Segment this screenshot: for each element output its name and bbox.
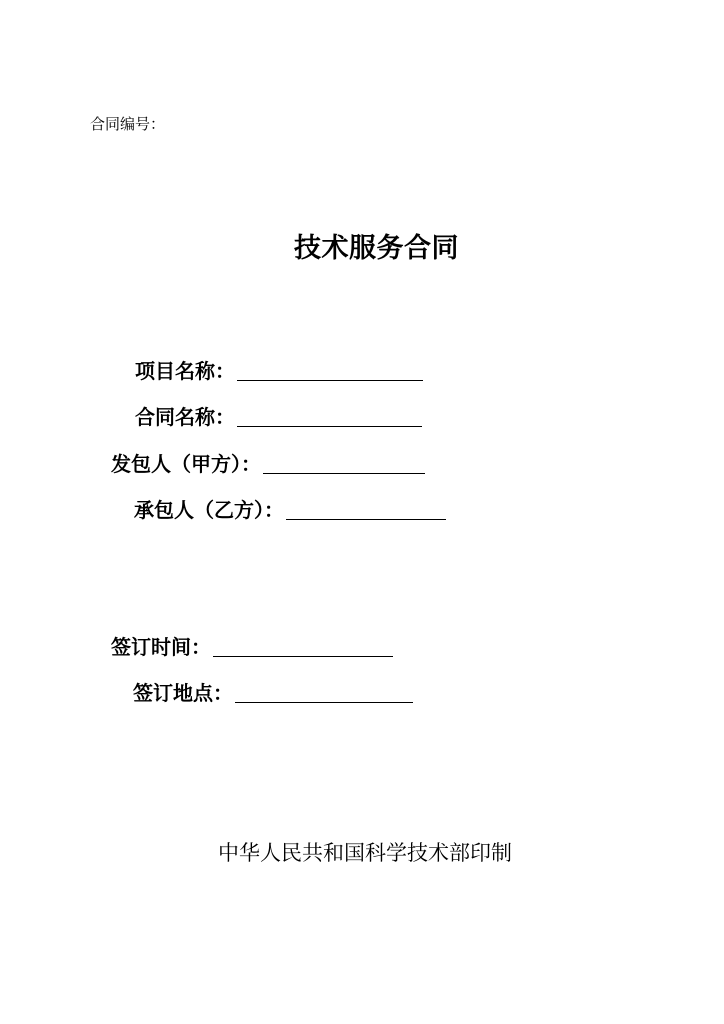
field-label: 发包人（甲方）： [111,452,261,476]
field-label: 项目名称： [135,359,235,383]
field-label: 承包人（乙方）： [134,498,284,522]
publisher-footer: 中华人民共和国科学技术部印制 [218,841,512,865]
field-signing-date [111,633,393,661]
field-signing-place [133,679,413,707]
contract-number-label: 合同编号： [90,115,166,133]
field-label: 签订地点： [133,681,233,705]
project-name-blank[interactable] [237,358,423,381]
field-label: 合同名称： [135,405,235,429]
field-project-name [135,357,423,385]
party-a-blank[interactable] [263,451,425,474]
document-title: 技术服务合同 [294,233,459,264]
signing-date-blank[interactable] [213,634,393,657]
field-party-a [111,450,425,478]
field-label: 签订时间： [111,635,211,659]
contract-name-blank[interactable] [237,404,422,427]
signing-place-blank[interactable] [235,680,413,703]
field-contract-name [135,403,422,431]
field-party-b [134,496,446,524]
party-b-blank[interactable] [286,497,446,520]
